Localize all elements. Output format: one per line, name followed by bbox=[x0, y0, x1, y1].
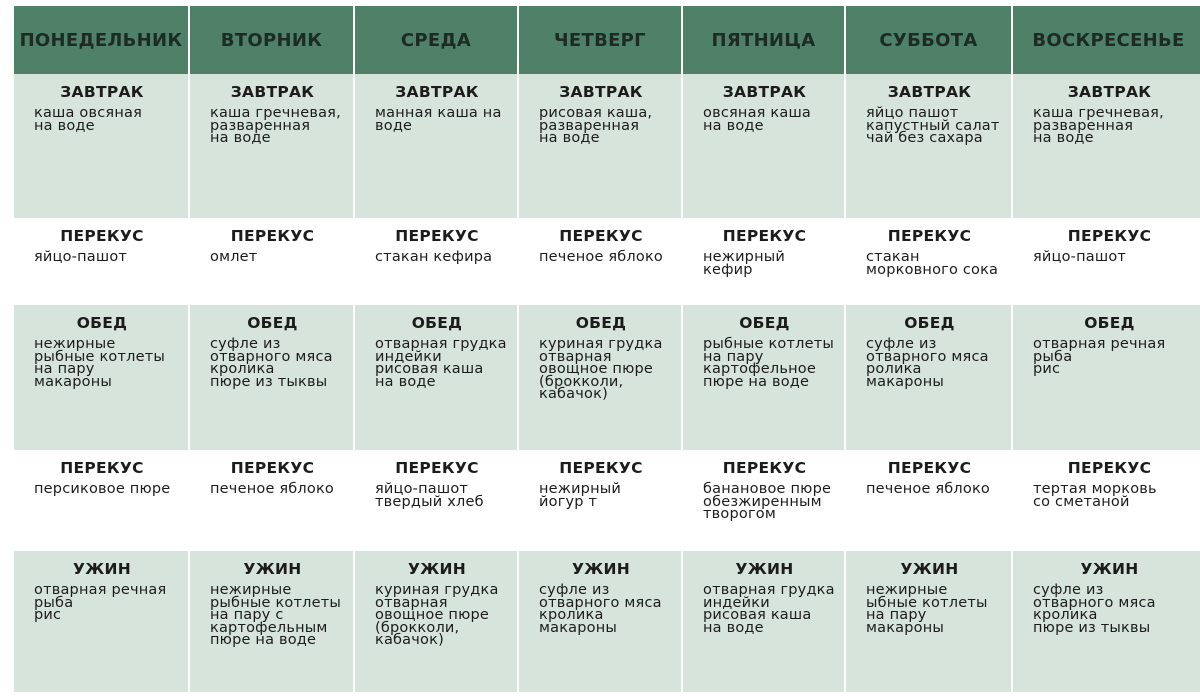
menu-cell-lunch-wed bbox=[355, 305, 517, 450]
dish-text: куриная грудка отварная овощное пюре (брокколи, кабачок) bbox=[375, 582, 499, 648]
dish-text: тертая морковь со сметаной bbox=[1033, 481, 1157, 510]
dish-text: каша гречневая, разваренная на воде bbox=[210, 105, 341, 146]
menu-cell-lunch-fri bbox=[683, 305, 844, 450]
menu-cell-lunch-thu bbox=[519, 305, 681, 450]
dish-text: нежирные рыбные котлеты на пару макароны bbox=[34, 336, 166, 390]
dish-text: нежирный кефир bbox=[703, 249, 786, 278]
dish-text: яйцо пашот капустный салат чай без сахара bbox=[866, 105, 1000, 146]
meal-label: УЖИН bbox=[1080, 560, 1139, 578]
menu-cell-breakfast-sun bbox=[1013, 74, 1200, 218]
day-header-wednesday: СРЕДА bbox=[355, 6, 517, 74]
meal-label: ПЕРЕКУС bbox=[395, 459, 479, 477]
meal-label: УЖИН bbox=[571, 560, 631, 578]
meal-label: ЗАВТРАК bbox=[395, 83, 479, 101]
dish-text: печеное яблоко bbox=[539, 249, 664, 265]
meal-label: ПЕРЕКУС bbox=[60, 459, 144, 477]
dish-text: печеное яблоко bbox=[210, 481, 335, 497]
day-header-saturday: СУББОТА bbox=[846, 6, 1011, 74]
dish-text: отварная речная рыба рис bbox=[34, 582, 167, 623]
menu-cell-breakfast-tue bbox=[190, 74, 353, 218]
menu-cell-dinner-tue bbox=[190, 551, 353, 692]
dish-text: яйцо-пашот твердый хлеб bbox=[375, 481, 484, 510]
meal-label: ОБЕД bbox=[76, 314, 128, 332]
dish-text: нежирный йогур т bbox=[539, 481, 622, 510]
menu-cell-snack1-sun bbox=[1013, 218, 1200, 305]
dish-text: каша овсяная на воде bbox=[34, 105, 143, 134]
meal-label: ОБЕД bbox=[904, 314, 955, 332]
meal-label: УЖИН bbox=[243, 560, 302, 578]
dish-text: персиковое пюре bbox=[34, 481, 171, 497]
dish-text: отварная грудка индейки рисовая каша на воде bbox=[375, 336, 507, 390]
day-header-friday: ПЯТНИЦА bbox=[683, 6, 844, 74]
menu-cell-snack2-sat bbox=[846, 450, 1011, 551]
menu-cell-dinner-wed bbox=[355, 551, 517, 692]
dish-text: нежирные рыбные котлеты на пару с картофельным пюре на воде bbox=[210, 582, 342, 648]
menu-cell-snack2-tue bbox=[190, 450, 353, 551]
dish-text: яйцо-пашот bbox=[1033, 249, 1127, 265]
meal-label: ПЕРЕКУС bbox=[559, 459, 643, 477]
meal-label: ЗАВТРАК bbox=[722, 83, 807, 101]
menu-cell-dinner-sat bbox=[846, 551, 1011, 692]
dish-text: суфле из отварного мяса кролика пюре из тыквы bbox=[210, 336, 333, 390]
menu-cell-snack2-mon bbox=[14, 450, 188, 551]
menu-cell-dinner-fri bbox=[683, 551, 844, 692]
menu-cell-snack1-fri bbox=[683, 218, 844, 305]
dish-text: отварная речная рыба рис bbox=[1033, 336, 1166, 377]
meal-label: ПЕРЕКУС bbox=[722, 459, 807, 477]
dish-text: суфле из отварного мяса кролика макароны bbox=[539, 582, 662, 636]
menu-cell-breakfast-wed bbox=[355, 74, 517, 218]
menu-cell-lunch-sun bbox=[1013, 305, 1200, 450]
dish-text: печеное яблоко bbox=[866, 481, 991, 497]
meal-label: ПЕРЕКУС bbox=[1067, 227, 1152, 245]
menu-cell-lunch-mon bbox=[14, 305, 188, 450]
dish-text: яйцо-пашот bbox=[34, 249, 128, 265]
meal-label: УЖИН bbox=[72, 560, 132, 578]
day-header-monday: ПОНЕДЕЛЬНИК bbox=[14, 6, 188, 74]
menu-cell-dinner-thu bbox=[519, 551, 681, 692]
menu-cell-dinner-sun bbox=[1013, 551, 1200, 692]
meal-label: ЗАВТРАК bbox=[230, 83, 315, 101]
menu-cell-snack1-thu bbox=[519, 218, 681, 305]
menu-cell-snack2-fri bbox=[683, 450, 844, 551]
menu-cell-snack1-wed bbox=[355, 218, 517, 305]
meal-label: ОБЕД bbox=[247, 314, 298, 332]
menu-cell-dinner-mon bbox=[14, 551, 188, 692]
meal-label: ПЕРЕКУС bbox=[60, 227, 144, 245]
meal-label: ПЕРЕКУС bbox=[887, 459, 972, 477]
dish-text: овсяная каша на воде bbox=[703, 105, 812, 134]
menu-cell-snack1-sat bbox=[846, 218, 1011, 305]
meal-label: УЖИН bbox=[900, 560, 959, 578]
dish-text: банановое пюре обезжиренным творогом bbox=[703, 481, 832, 522]
menu-cell-snack2-thu bbox=[519, 450, 681, 551]
menu-cell-lunch-sat bbox=[846, 305, 1011, 450]
menu-cell-snack1-tue bbox=[190, 218, 353, 305]
dish-text: суфле из отварного мяса кролика пюре из тыквы bbox=[1033, 582, 1156, 636]
meal-label: УЖИН bbox=[735, 560, 794, 578]
menu-cell-breakfast-thu bbox=[519, 74, 681, 218]
meal-label: ОБЕД bbox=[739, 314, 790, 332]
dish-text: стакан морковного сока bbox=[866, 249, 999, 278]
menu-cell-lunch-tue bbox=[190, 305, 353, 450]
meal-label: ОБЕД bbox=[575, 314, 627, 332]
dish-text: манная каша на воде bbox=[375, 105, 502, 134]
meal-label: ПЕРЕКУС bbox=[230, 227, 315, 245]
dish-text: нежирные ыбные котлеты на пару макароны bbox=[866, 582, 988, 636]
dish-text: стакан кефира bbox=[375, 249, 493, 265]
meal-label: ЗАВТРАК bbox=[887, 83, 972, 101]
dish-text: омлет bbox=[210, 249, 258, 265]
menu-cell-snack2-wed bbox=[355, 450, 517, 551]
menu-cell-breakfast-sat bbox=[846, 74, 1011, 218]
meal-label: ПЕРЕКУС bbox=[230, 459, 315, 477]
meal-label: ЗАВТРАК bbox=[60, 83, 144, 101]
meal-label: ПЕРЕКУС bbox=[887, 227, 972, 245]
meal-label: ПЕРЕКУС bbox=[1067, 459, 1152, 477]
dish-text: каша гречневая, разваренная на воде bbox=[1033, 105, 1164, 146]
menu-cell-snack2-sun bbox=[1013, 450, 1200, 551]
dish-text: отварная грудка индейки рисовая каша на воде bbox=[703, 582, 835, 636]
dish-text: суфле из отварного мяса ролика макароны bbox=[866, 336, 989, 390]
menu-cell-breakfast-fri bbox=[683, 74, 844, 218]
meal-label: ОБЕД bbox=[411, 314, 463, 332]
dish-text: рыбные котлеты на пару картофельное пюре на воде bbox=[703, 336, 835, 390]
meal-label: ЗАВТРАК bbox=[1067, 83, 1152, 101]
dish-text: куриная грудка отварная овощное пюре (брокколи, кабачок) bbox=[539, 336, 663, 402]
meal-label: УЖИН bbox=[407, 560, 467, 578]
meal-label: ОБЕД bbox=[1084, 314, 1135, 332]
day-header-tuesday: ВТОРНИК bbox=[190, 6, 353, 74]
meal-label: ПЕРЕКУС bbox=[722, 227, 807, 245]
day-header-sunday: ВОСКРЕСЕНЬЕ bbox=[1013, 6, 1200, 74]
weekly-menu-table bbox=[14, 6, 1192, 696]
dish-text: рисовая каша, разваренная на воде bbox=[539, 105, 653, 146]
meal-label: ПЕРЕКУС bbox=[395, 227, 479, 245]
day-header-thursday: ЧЕТВЕРГ bbox=[519, 6, 681, 74]
meal-label: ЗАВТРАК bbox=[559, 83, 643, 101]
meal-label: ПЕРЕКУС bbox=[559, 227, 643, 245]
menu-cell-snack1-mon bbox=[14, 218, 188, 305]
menu-cell-breakfast-mon bbox=[14, 74, 188, 218]
